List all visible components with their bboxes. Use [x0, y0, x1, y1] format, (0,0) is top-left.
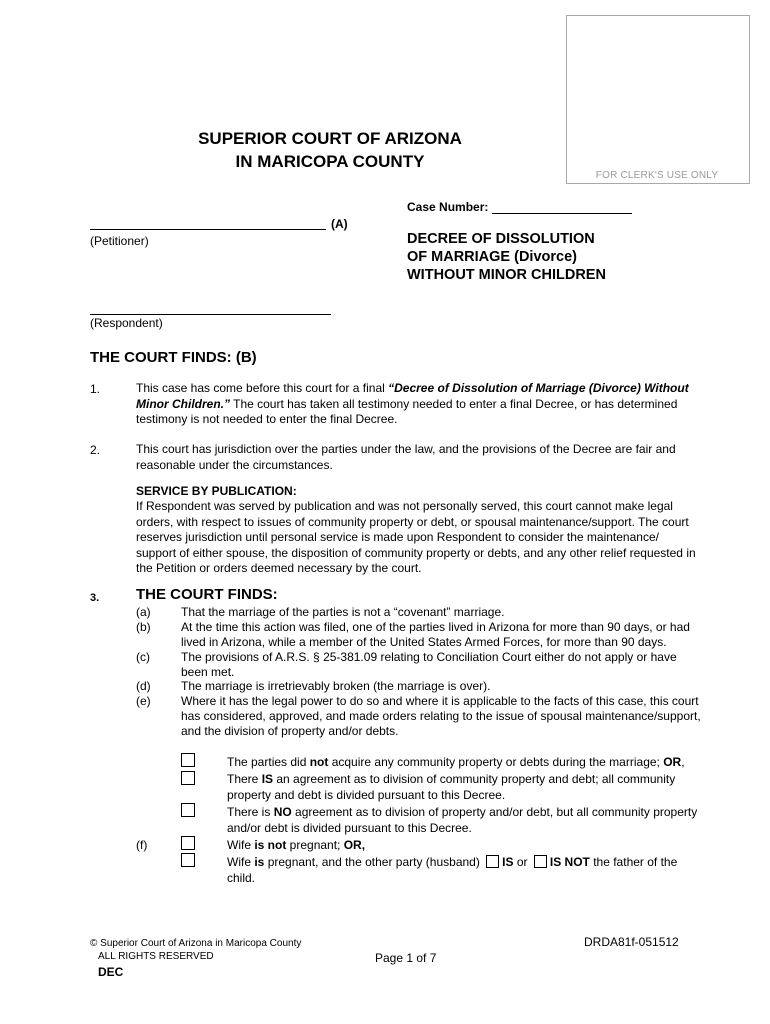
item-c-line1: The provisions of A.R.S. § 25-381.09 relating to Conciliation Court either do not apply or have	[181, 650, 677, 664]
court-title-line1: SUPERIOR COURT OF ARIZONA	[198, 129, 462, 148]
item-c-letter: (c)	[136, 650, 150, 664]
paragraph-1-number: 1.	[90, 382, 101, 396]
item-e-line3: and the division of property and/or debts.	[181, 724, 399, 738]
option-text: There	[227, 772, 262, 786]
option-text: acquire any community property or debts during the marriage;	[328, 755, 664, 769]
item-e	[181, 694, 726, 739]
option-wife-not-pregnant	[227, 838, 717, 854]
decree-title-line3: WITHOUT MINOR CHILDREN	[407, 267, 606, 283]
agreement-checkbox[interactable]	[181, 771, 195, 785]
item-a-line1: That the marriage of the parties is not a “covenant” marriage.	[181, 605, 505, 619]
clerk-use-box	[566, 15, 750, 184]
paragraph-2	[136, 442, 736, 473]
option-text: or	[513, 855, 531, 869]
footer-page-number: Page 1 of 7	[375, 951, 437, 965]
option-emphasis: is	[254, 855, 265, 869]
p2-line1: This court has jurisdiction over the parties under the law, and the provisions of the Decree are fair and	[136, 442, 676, 456]
wife-pregnant-checkbox[interactable]	[181, 853, 195, 867]
option-emphasis: NO	[273, 805, 292, 819]
footer-form-id: DRDA81f-051512	[584, 935, 679, 949]
option-text: property and debt is divided pursuant to this Decree.	[227, 787, 506, 802]
item-b-line2: lived in Arizona, while a member of the United States Armed Forces, for more than 90 days.	[181, 635, 667, 649]
option-text: ,	[681, 755, 685, 769]
item-e-letter: (e)	[136, 694, 151, 708]
service-line: the Petition or orders deemed necessary by the court.	[136, 561, 422, 575]
item-f-letter: (f)	[136, 838, 148, 852]
service-line: reserves jurisdiction until personal service is made upon Respondent to consider the maintenance/	[136, 530, 659, 544]
item-a-letter: (a)	[136, 605, 151, 619]
item-c-line2: been met.	[181, 665, 235, 679]
option-text: Wife	[227, 855, 255, 869]
p2-line2: reasonable under the circumstances.	[136, 457, 333, 472]
service-line: orders, with respect to issues of community property or debt, or spousal maintenance/support. The court	[136, 514, 689, 529]
paragraph-2-number: 2.	[90, 443, 101, 457]
respondent-label: (Respondent)	[90, 316, 163, 330]
respondent-name-field[interactable]	[90, 314, 331, 315]
option-emphasis: IS NOT	[549, 855, 590, 869]
option-text: the father of the	[589, 855, 678, 869]
p1-title2: Minor Children.”	[136, 396, 230, 411]
service-paragraph	[136, 499, 736, 577]
service-line: If Respondent was served by publication and was not personally served, this court cannot make legal	[136, 499, 673, 513]
no-community-property-checkbox[interactable]	[181, 753, 195, 767]
option-emphasis: not	[309, 755, 329, 769]
paragraph-1	[136, 381, 736, 428]
footer-code: DEC	[98, 965, 124, 979]
decree-title	[407, 230, 606, 284]
option-text: pregnant, and the other party (husband)	[264, 855, 484, 869]
service-line: support of either spouse, the disposition of community property or debts, and any other relief requested in	[136, 545, 696, 560]
petitioner-label: (Petitioner)	[90, 234, 149, 248]
case-number-field[interactable]	[492, 213, 632, 214]
husband-is-not-father-checkbox[interactable]	[534, 855, 547, 868]
option-emphasis: IS	[261, 772, 274, 786]
decree-title-line2: OF MARRIAGE (Divorce)	[407, 249, 577, 265]
petitioner-name-field[interactable]	[90, 229, 326, 230]
option-emphasis: IS	[502, 855, 514, 869]
paragraph-3-number: 3.	[90, 592, 100, 604]
option-text: an agreement as to division of community property and debt; all community	[273, 772, 676, 786]
court-finds-heading-3: THE COURT FINDS:	[136, 586, 278, 603]
no-agreement-checkbox[interactable]	[181, 803, 195, 817]
option-text: pregnant;	[286, 838, 344, 852]
p1-title1: “Decree of Dissolution of Marriage (Divorce) Without	[388, 381, 689, 395]
item-b	[181, 620, 726, 650]
item-e-line1: Where it has the legal power to do so and where it is applicable to the facts of this case, this court	[181, 694, 699, 708]
husband-is-father-checkbox[interactable]	[486, 855, 499, 868]
wife-not-pregnant-checkbox[interactable]	[181, 836, 195, 850]
item-c	[181, 650, 726, 680]
decree-title-line1: DECREE OF DISSOLUTION	[407, 231, 595, 247]
item-d-letter: (d)	[136, 679, 151, 693]
item-d	[181, 679, 726, 694]
option-no-agreement	[227, 805, 717, 836]
petitioner-marker: (A)	[331, 217, 348, 231]
item-b-line1: At the time this action was filed, one of the parties lived in Arizona for more than 90 days, or had	[181, 620, 690, 634]
option-text: agreement as to division of property and/or debt, but all community property	[291, 805, 698, 819]
p1-tail: The court has taken all testimony needed to enter a final Decree, or has determined	[230, 396, 678, 411]
option-wife-pregnant	[227, 855, 717, 886]
item-a	[181, 605, 726, 620]
footer-rights: ALL RIGHTS RESERVED	[98, 951, 214, 962]
option-no-community-property	[227, 755, 717, 771]
court-finds-heading: THE COURT FINDS: (B)	[90, 349, 257, 366]
option-text: There is	[227, 805, 274, 819]
item-d-line1: The marriage is irretrievably broken (the marriage is over).	[181, 679, 491, 693]
court-title	[100, 127, 560, 173]
clerk-use-label: FOR CLERK'S USE ONLY	[595, 170, 719, 181]
option-emphasis: OR	[663, 755, 682, 769]
p1-lead: This case has come before this court for a final	[136, 381, 389, 395]
case-number-label: Case Number:	[407, 200, 489, 214]
option-agreement	[227, 772, 717, 803]
item-b-letter: (b)	[136, 620, 151, 634]
option-text: The parties did	[227, 755, 310, 769]
service-heading: SERVICE BY PUBLICATION:	[136, 484, 297, 498]
footer-copyright: © Superior Court of Arizona in Maricopa County	[90, 938, 302, 949]
court-title-line2: IN MARICOPA COUNTY	[235, 152, 425, 171]
option-emphasis: is not	[254, 838, 287, 852]
option-text: Wife	[227, 838, 255, 852]
item-e-line2: has considered, approved, and made orders relating to the issue of spousal maintenance/support,	[181, 709, 701, 723]
option-text: and/or debt is divided pursuant to this Decree.	[227, 820, 472, 835]
option-emphasis: OR,	[343, 838, 366, 852]
option-text: child.	[227, 870, 256, 885]
p1-line3: testimony is not needed to enter the final Decree.	[136, 412, 398, 426]
